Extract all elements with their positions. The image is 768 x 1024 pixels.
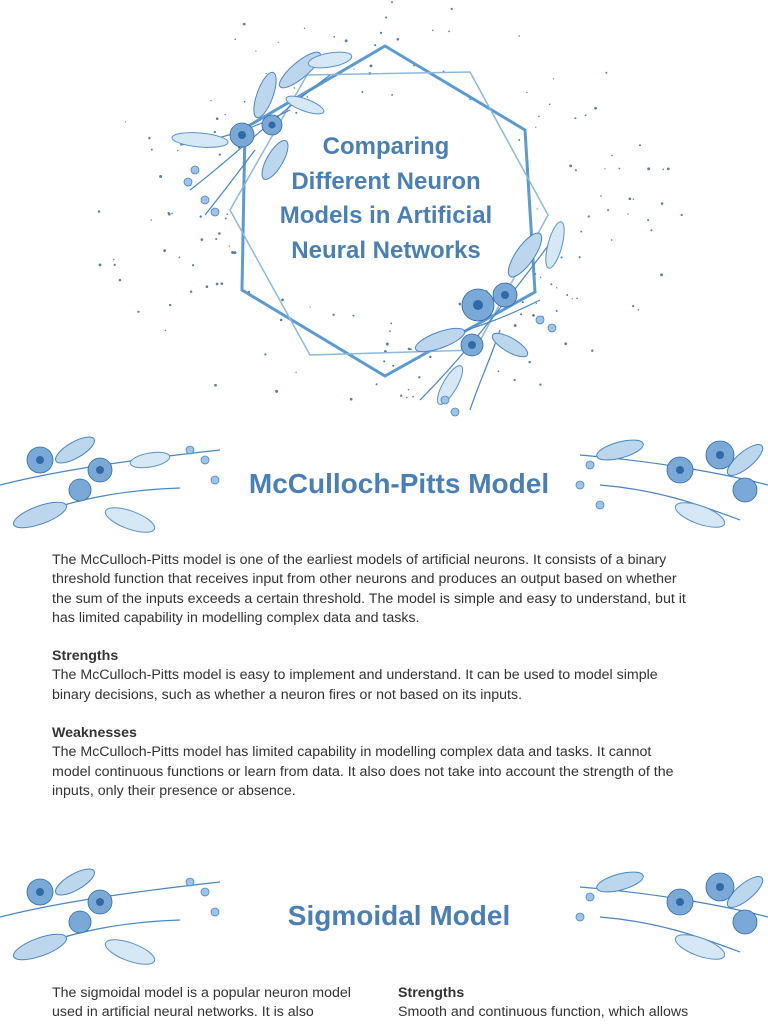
speckle-dot xyxy=(628,197,631,200)
speckle-dot xyxy=(611,239,613,241)
speckle-dot xyxy=(580,231,582,233)
speckle-dot xyxy=(310,306,311,307)
speckle-dot xyxy=(498,370,500,372)
speckle-dot xyxy=(190,290,192,292)
speckle-dot xyxy=(588,215,590,217)
speckle-dot xyxy=(550,283,552,285)
speckle-dot xyxy=(374,44,376,46)
speckle-dot xyxy=(627,213,628,214)
speckle-dot xyxy=(406,397,407,398)
speckle-dot xyxy=(633,199,634,200)
speckle-dot xyxy=(561,256,563,258)
cover-title-line: Models in Artificial xyxy=(279,202,493,229)
speckle-dot xyxy=(564,342,567,345)
speckle-dot xyxy=(661,202,664,205)
speckle-dot xyxy=(451,8,453,10)
weaknesses-heading: Weaknesses xyxy=(52,725,137,741)
speckle-dot xyxy=(650,229,652,231)
speckle-dot xyxy=(605,72,607,74)
speckle-dot xyxy=(151,149,153,151)
speckle-dot xyxy=(514,379,516,381)
speckle-dot xyxy=(681,214,683,216)
speckle-dot xyxy=(345,39,348,42)
speckle-dot xyxy=(216,117,219,120)
speckle-dot xyxy=(638,309,640,311)
speckle-dot xyxy=(226,213,228,215)
speckle-dot xyxy=(210,100,211,101)
speckle-dot xyxy=(353,69,354,70)
speckle-dot xyxy=(333,36,335,38)
text-line: binary decisions, such as whether a neuron fires or not based on its inputs. xyxy=(52,686,523,703)
speckle-dot xyxy=(385,16,387,18)
speckle-dot xyxy=(275,390,278,393)
speckle-dot xyxy=(159,175,162,178)
speckle-dot xyxy=(386,343,389,346)
cover-title-line: Different Neuron xyxy=(291,167,481,195)
speckle-dot xyxy=(639,144,641,146)
speckle-dot xyxy=(600,195,602,197)
speckle-dot xyxy=(556,310,558,312)
text-line: The McCulloch-Pitts model has limited capability in modelling complex data and tasks. It cannot xyxy=(52,744,652,761)
sigmoidal-strengths xyxy=(398,984,718,1023)
strengths-heading: Strengths xyxy=(52,648,119,664)
speckle-dot xyxy=(556,287,557,288)
speckle-dot xyxy=(660,273,663,276)
speckle-dot xyxy=(215,238,217,240)
speckle-dot xyxy=(611,155,612,156)
text-line: has limited capability in modelling complex data and tasks. xyxy=(52,609,420,626)
speckle-dot xyxy=(632,305,634,307)
text-line: threshold function that receives input from other neurons and produces an output based on whether xyxy=(52,571,677,588)
speckle-dot xyxy=(536,208,537,209)
cover-title-line: Comparing xyxy=(322,133,450,160)
cover-title-line: Neural Networks xyxy=(291,236,481,264)
speckle-dot xyxy=(233,251,236,254)
speckle-dot xyxy=(667,168,670,171)
speckle-dot xyxy=(380,32,382,34)
speckle-dot xyxy=(514,324,517,327)
speckle-dot xyxy=(397,38,400,41)
speckle-dot xyxy=(575,169,577,171)
speckle-dot xyxy=(591,350,593,352)
speckle-dot xyxy=(526,92,527,93)
speckle-dot xyxy=(168,212,170,214)
speckle-dot xyxy=(295,372,296,373)
section-title-mcculloch-pitts: McCulloch-Pitts Model xyxy=(248,468,550,499)
speckle-dot xyxy=(528,361,530,363)
speckle-dot xyxy=(389,330,391,332)
speckle-dot xyxy=(294,87,296,89)
speckle-dot xyxy=(538,115,540,117)
speckle-dot xyxy=(536,303,537,304)
speckle-dot xyxy=(532,314,535,317)
speckle-dot xyxy=(218,232,221,235)
speckle-dot xyxy=(410,348,412,350)
speckle-dot xyxy=(169,304,171,306)
speckle-dot xyxy=(332,314,334,316)
speckle-dot xyxy=(200,215,202,217)
speckle-dot xyxy=(361,91,363,93)
speckle-dot xyxy=(448,31,450,33)
speckle-dot xyxy=(234,38,236,40)
speckle-dot xyxy=(522,301,524,303)
speckle-dot xyxy=(148,137,150,139)
speckle-dot xyxy=(607,209,609,211)
speckle-dot xyxy=(412,396,414,398)
speckle-dot xyxy=(391,1,393,3)
speckle-dot xyxy=(376,383,378,385)
speckle-dot xyxy=(119,279,122,282)
speckle-dot xyxy=(137,311,139,313)
speckle-dot xyxy=(304,28,305,29)
speckle-dot xyxy=(540,277,541,278)
speckle-dot xyxy=(370,64,373,67)
speckle-dot xyxy=(520,313,522,315)
speckle-dot xyxy=(255,50,256,51)
speckle-dot xyxy=(219,153,221,155)
speckle-dot xyxy=(229,245,230,246)
speckle-dot xyxy=(295,112,297,114)
speckle-dot xyxy=(535,127,536,128)
mcculloch-pitts-weaknesses xyxy=(52,724,716,801)
speckle-dot xyxy=(432,30,434,32)
speckle-dot xyxy=(647,219,649,221)
speckle-dot xyxy=(179,257,181,259)
speckle-dot xyxy=(151,219,152,220)
speckle-dot xyxy=(280,319,283,322)
cover-title xyxy=(255,130,517,268)
text-line: the sum of the inputs exceeds a certain threshold. The model is simple and easy to understand, but it xyxy=(52,590,686,607)
speckle-dot xyxy=(264,353,266,355)
speckle-dot xyxy=(619,168,621,170)
speckle-dot xyxy=(163,249,166,252)
strengths-heading: Strengths xyxy=(398,985,465,1001)
speckle-dot xyxy=(243,23,246,26)
speckle-dot xyxy=(647,167,650,170)
sigmoidal-intro xyxy=(52,984,372,1023)
speckle-dot xyxy=(553,78,554,79)
speckle-dot xyxy=(98,210,100,212)
mcculloch-pitts-strengths xyxy=(52,647,716,705)
speckle-dot xyxy=(114,264,116,266)
text-line: The sigmoidal model is a popular neuron model xyxy=(52,985,351,1001)
speckle-dot xyxy=(113,259,114,260)
text-line: The McCulloch-Pitts model is one of the earliest models of artificial neurons. It consists of a binary xyxy=(52,552,667,568)
speckle-dot xyxy=(566,294,568,296)
speckle-dot xyxy=(266,73,267,74)
speckle-dot xyxy=(192,264,194,266)
speckle-dot xyxy=(214,131,216,133)
speckle-dot xyxy=(383,360,385,362)
speckle-dot xyxy=(177,150,179,152)
speckle-dot xyxy=(165,330,166,331)
speckle-dot xyxy=(281,299,284,302)
speckle-dot xyxy=(225,217,227,219)
speckle-dot xyxy=(569,165,572,168)
speckle-dot xyxy=(214,384,217,387)
text-line: model continuous functions or learn from data. It also does not take into account the strength of the xyxy=(52,763,674,780)
speckle-dot xyxy=(539,383,541,385)
speckle-dot xyxy=(206,285,209,288)
speckle-dot xyxy=(278,42,279,43)
speckle-dot xyxy=(244,101,246,103)
speckle-dot xyxy=(225,114,226,115)
speckle-dot xyxy=(390,322,392,324)
speckle-dot xyxy=(307,96,309,98)
section-title-sigmoidal: Sigmoidal Model xyxy=(287,900,511,931)
speckle-dot xyxy=(99,264,102,267)
speckle-dot xyxy=(352,315,354,317)
speckle-dot xyxy=(171,213,173,215)
speckle-dot xyxy=(594,107,597,110)
speckle-dot xyxy=(216,283,219,286)
speckle-dot xyxy=(518,139,520,141)
speckle-dot xyxy=(392,365,394,367)
text-line: Smooth and continuous function, which allows xyxy=(398,1004,689,1021)
speckle-dot xyxy=(408,348,411,351)
speckle-dot xyxy=(549,103,551,105)
speckle-dot xyxy=(221,282,224,285)
speckle-dot xyxy=(429,356,431,358)
speckle-dot xyxy=(400,395,402,397)
text-line: The McCulloch-Pitts model is easy to implement and understand. It can be used to model simple xyxy=(52,667,658,684)
speckle-dot xyxy=(572,298,573,299)
speckle-dot xyxy=(574,117,576,119)
text-line: used in artificial neural networks. It is also xyxy=(52,1004,314,1021)
speckle-dot xyxy=(585,114,587,116)
text-line: inputs, only their presence or absence. xyxy=(52,782,296,799)
speckle-dot xyxy=(391,94,393,96)
speckle-dot xyxy=(350,398,353,401)
speckle-dot xyxy=(579,256,581,258)
speckle-dot xyxy=(519,35,520,36)
mcculloch-pitts-intro xyxy=(52,551,716,628)
speckle-dot xyxy=(662,168,664,170)
speckle-dot xyxy=(125,121,126,122)
speckle-dot xyxy=(418,376,420,378)
speckle-dot xyxy=(201,238,204,241)
speckle-dot xyxy=(576,297,578,299)
speckle-dot xyxy=(604,168,605,169)
speckle-dot xyxy=(408,389,409,390)
speckle-dot xyxy=(458,303,461,306)
